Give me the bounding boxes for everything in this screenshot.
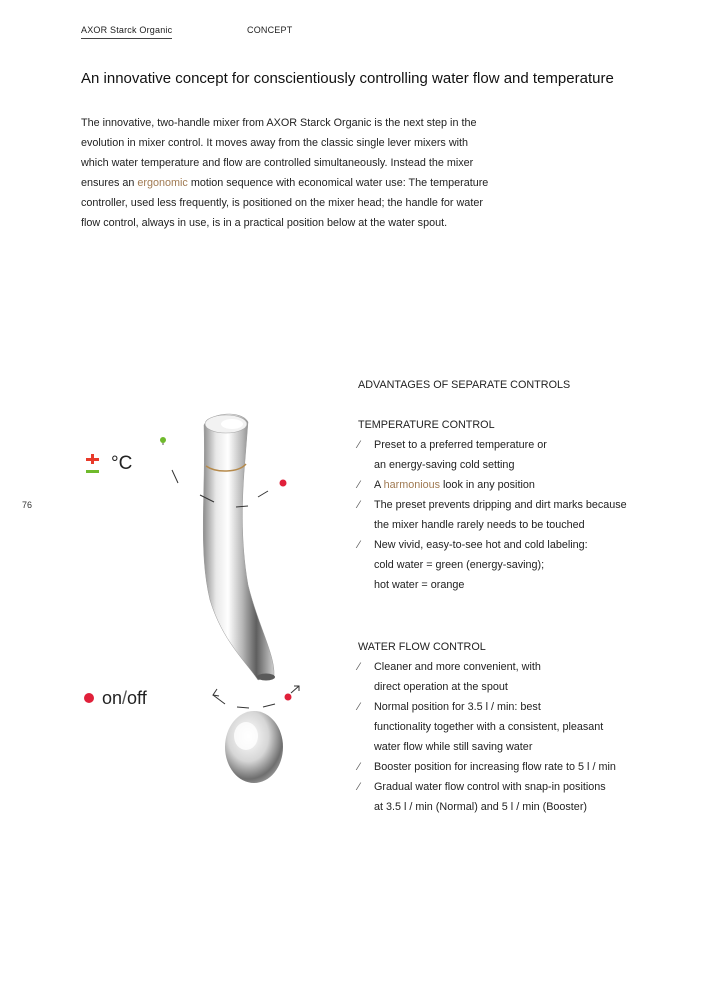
list-item: ⁄ A harmonious look in any position	[358, 479, 535, 491]
plus-minus-icon	[86, 453, 99, 475]
flow-knob	[225, 711, 283, 783]
list-item: ⁄ Cleaner and more convenient, with	[358, 661, 541, 673]
page-number: 76	[22, 500, 33, 510]
flow-dot-icon	[84, 693, 94, 703]
intro-line: controller, used less frequently, is positioned on the mixer head; the handle for water	[81, 197, 483, 209]
page-title: An innovative concept for conscientiously controlling water flow and temperature	[81, 70, 614, 87]
flow-heading: WATER FLOW CONTROL	[358, 641, 486, 653]
section-label: CONCEPT	[247, 25, 293, 35]
list-item: ⁄ Booster position for increasing flow rate to 5 l / min	[358, 761, 616, 773]
temperature-bullets	[358, 435, 627, 595]
temperature-heading: TEMPERATURE CONTROL	[358, 419, 495, 431]
hot-marker	[280, 480, 287, 487]
spout-outlet	[257, 674, 275, 681]
intro-text: motion sequence with economical water use: The temperature	[187, 177, 489, 189]
intro-text: ensures an	[81, 177, 138, 189]
list-item: ⁄ The preset prevents dripping and dirt marks because	[358, 499, 627, 511]
separator: /	[122, 688, 128, 708]
cold-marker	[160, 437, 166, 443]
list-item: ⁄ Normal position for 3.5 l / min: best	[358, 701, 541, 713]
advantages-block	[358, 375, 570, 395]
harmonious-highlight: harmonious	[383, 479, 441, 491]
list-item: cold water = green (energy-saving);	[374, 559, 545, 571]
advantages-heading: ADVANTAGES OF SEPARATE CONTROLS	[358, 379, 571, 391]
list-item: ⁄ New vivid, easy-to-see hot and cold labeling:	[358, 539, 588, 551]
temperature-control-section	[358, 415, 627, 595]
on-off-label	[84, 688, 147, 709]
brand-label: AXOR Starck Organic	[81, 25, 172, 39]
list-item: at 3.5 l / min (Normal) and 5 l / min (Booster)	[374, 801, 588, 813]
celsius-label: °C	[111, 453, 133, 475]
ergonomic-highlight: ergonomic	[137, 177, 188, 189]
knob-highlight	[234, 722, 258, 750]
list-item: the mixer handle rarely needs to be touched	[374, 519, 585, 531]
intro-line: evolution in mixer control. It moves away from the classic single lever mixers with	[81, 137, 469, 149]
list-item: functionality together with a consistent, pleasant	[374, 721, 604, 733]
intro-line: The innovative, two-handle mixer from AXOR Starck Organic is the next step in the	[81, 117, 477, 129]
water-flow-control-section	[358, 637, 616, 817]
list-item: direct operation at the spout	[374, 681, 508, 693]
list-item: ⁄ Preset to a preferred temperature or	[358, 439, 547, 451]
off-label: off	[127, 688, 147, 708]
temperature-arc	[150, 435, 300, 515]
mixer-head-highlight	[221, 419, 243, 429]
flow-marker	[285, 694, 292, 701]
intro-paragraph	[81, 113, 521, 233]
on-label: on	[102, 688, 123, 708]
list-item: ⁄ Gradual water flow control with snap-in positions	[358, 781, 606, 793]
temperature-label	[86, 453, 132, 475]
intro-line: flow control, always in use, is in a practical position below at the water spout.	[81, 217, 448, 229]
flow-arc	[205, 683, 305, 718]
flow-bullets	[358, 657, 616, 817]
intro-line: which water temperature and flow are controlled simultaneously. Instead the mixer	[81, 157, 474, 169]
intro-line	[81, 173, 521, 193]
list-item: water flow while still saving water	[374, 741, 533, 753]
list-item: hot water = orange	[374, 579, 465, 591]
list-item: an energy-saving cold setting	[374, 459, 515, 471]
